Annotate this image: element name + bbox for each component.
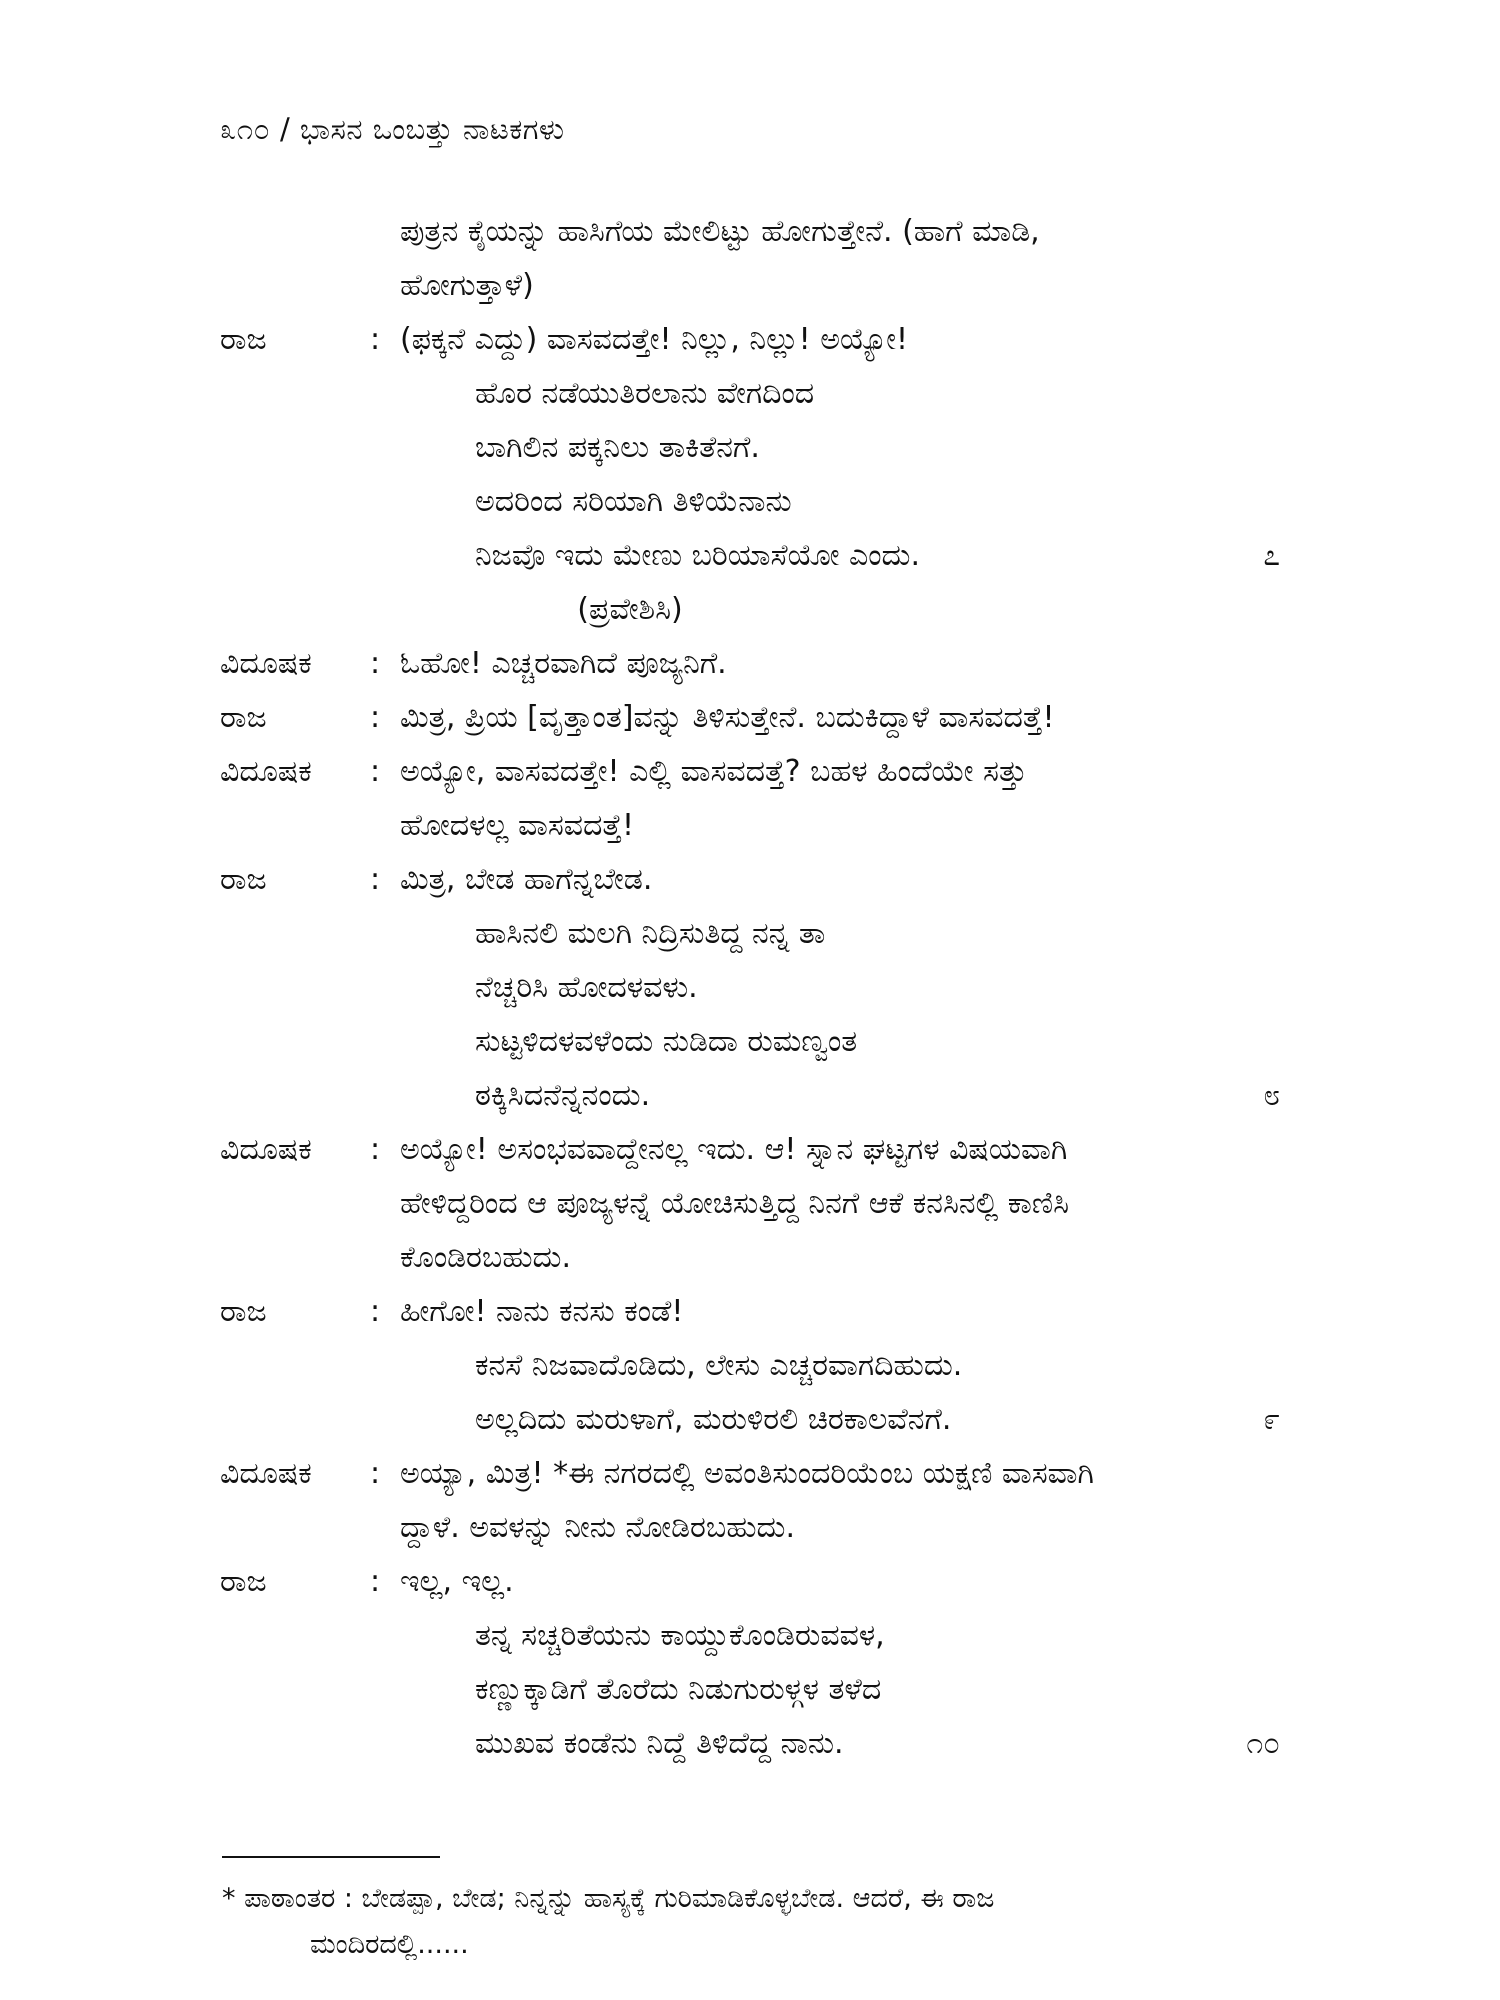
dialogue-row xyxy=(220,745,1280,799)
verse-line: ಬಾಗಿಲಿನ ಪಕ್ಕನಿಲು ತಾಕಿತೆನಗೆ. xyxy=(475,430,760,465)
verse-line: ಹೊರ ನಡೆಯುತಿರಲಾನು ವೇಗದಿಂದ xyxy=(475,376,815,411)
footnote xyxy=(222,1876,1282,1968)
speaker-colon: : xyxy=(370,1132,381,1167)
speaker-name: ವಿದೂಷಕ xyxy=(220,1456,312,1491)
verse-number: ೯ xyxy=(1263,1402,1280,1437)
dialogue-text: ಮಿತ್ರ, ಬೇಡ ಹಾಗೆನ್ನಬೇಡ. xyxy=(400,862,653,897)
verse-line: ಮುಖವ ಕಂಡೆನು ನಿದ್ದೆ ತಿಳಿದೆದ್ದ ನಾನು. ೧೦ xyxy=(220,1717,1280,1771)
continuation-line: ಪುತ್ರನ ಕೈಯನ್ನು ಹಾಸಿಗೆಯ ಮೇಲಿಟ್ಟು ಹೋಗುತ್ತೇನೆ. (ಹಾಗೆ ಮಾಡಿ, xyxy=(400,214,1040,249)
dialogue-row xyxy=(220,1123,1280,1177)
speaker-name: ರಾಜ xyxy=(220,322,267,357)
speaker-name: ವಿದೂಷಕ xyxy=(220,754,312,789)
verse-line: ನೆಚ್ಚರಿಸಿ ಹೋದಳವಳು. xyxy=(475,970,698,1005)
speaker-name: ವಿದೂಷಕ xyxy=(220,646,312,681)
speaker-colon: : xyxy=(370,700,381,735)
verse-line: ಅದರಿಂದ ಸರಿಯಾಗಿ ತಿಳಿಯೆನಾನು xyxy=(475,484,792,519)
verse-line: ಕಣ್ಣುಕ್ಕಾಡಿಗೆ ತೊರೆದು ನಿಡುಗುರುಳ್ಗಳ ತಳೆದ xyxy=(475,1672,882,1707)
speaker-colon: : xyxy=(370,1294,381,1329)
speaker-name: ರಾಜ xyxy=(220,700,267,735)
dialogue-text: ಹೀಗೋ! ನಾನು ಕನಸು ಕಂಡೆ! xyxy=(400,1294,684,1329)
dialogue-row xyxy=(220,1285,1280,1339)
dialogue-row xyxy=(220,1447,1280,1501)
dialogue-text: ಅಯ್ಯಾ, ಮಿತ್ರ! *ಈ ನಗರದಲ್ಲಿ ಅವಂತಿಸುಂದರಿಯೆಂಬ ಯಕ್ಷಣಿ ವಾಸವಾಗಿ xyxy=(400,1456,1094,1491)
verse-line: ತನ್ನ ಸಚ್ಚರಿತೆಯನು ಕಾಯ್ದುಕೊಂಡಿರುವವಳ, xyxy=(475,1618,885,1653)
continuation-line: ಕೊಂಡಿರಬಹುದು. xyxy=(400,1240,571,1275)
verse-line: ಸುಟ್ಟಳಿದಳವಳೆಂದು ನುಡಿದಾ ರುಮಣ್ವಂತ xyxy=(475,1024,858,1059)
speaker-name: ವಿದೂಷಕ xyxy=(220,1132,312,1167)
dialogue-row xyxy=(220,313,1280,367)
dialogue-row xyxy=(220,853,1280,907)
speaker-colon: : xyxy=(370,1564,381,1599)
verse-number: ೧೦ xyxy=(1246,1726,1280,1761)
dialogue-row xyxy=(220,637,1280,691)
verse-number: ೭ xyxy=(1263,538,1280,573)
speaker-colon: : xyxy=(370,322,381,357)
dialogue-text: ಮಿತ್ರ, ಪ್ರಿಯ [ವೃತ್ತಾಂತ]ವನ್ನು ತಿಳಿಸುತ್ತೇನೆ. ಬದುಕಿದ್ದಾಳೆ ವಾಸವದತ್ತೆ! xyxy=(400,700,1055,735)
speaker-colon: : xyxy=(370,862,381,897)
footnote-line: * ಪಾಠಾಂತರ : ಬೇಡಪ್ಪಾ, ಬೇಡ; ನಿನ್ನನ್ನು ಹಾಸ್ಯಕ್ಕೆ ಗುರಿಮಾಡಿಕೊಳ್ಳಬೇಡ. ಆದರೆ, ಈ ರಾಜ xyxy=(222,1883,995,1914)
speaker-colon: : xyxy=(370,1456,381,1491)
dialogue-text: ಇಲ್ಲ, ಇಲ್ಲ. xyxy=(400,1564,514,1599)
continuation-line: ಹೋಗುತ್ತಾಳೆ) xyxy=(400,268,534,303)
verse-line: ಅಲ್ಲದಿದು ಮರುಳಾಗೆ, ಮರುಳಿರಲಿ ಚಿರಕಾಲವೆನಗೆ. ೯ xyxy=(220,1393,1280,1447)
dialogue-text: (ಫಕ್ಕನೆ ಎದ್ದು) ವಾಸವದತ್ತೇ! ನಿಲ್ಲು, ನಿಲ್ಲು! ಅಯ್ಯೋ! xyxy=(400,322,909,357)
verse-line: ಹಾಸಿನಲಿ ಮಲಗಿ ನಿದ್ರಿಸುತಿದ್ದ ನನ್ನ ತಾ xyxy=(475,916,826,951)
dialogue-row xyxy=(220,1555,1280,1609)
verse-line: ನಿಜವೊ ಇದು ಮೇಣು ಬರಿಯಾಸೆಯೋ ಎಂದು. ೭ xyxy=(220,529,1280,583)
stage-direction: (ಪ್ರವೇಶಿಸಿ) xyxy=(577,592,683,627)
footnote-rule xyxy=(222,1856,440,1858)
verse-number: ೮ xyxy=(1263,1078,1280,1113)
running-header: ೩೧೦ / ಭಾಸನ ಒಂಬತ್ತು ನಾಟಕಗಳು xyxy=(220,112,565,146)
dialogue-text: ಅಯ್ಯೋ! ಅಸಂಭವವಾದ್ದೇನಲ್ಲ ಇದು. ಆ! ಸ್ನಾನ ಘಟ್ಟಗಳ ವಿಷಯವಾಗಿ xyxy=(400,1132,1068,1167)
speaker-colon: : xyxy=(370,646,381,681)
speaker-colon: : xyxy=(370,754,381,789)
verse-line: ಠಕ್ಕಿಸಿದನೆನ್ನನಂದು. ೮ xyxy=(220,1069,1280,1123)
continuation-line: ಹೇಳಿದ್ದರಿಂದ ಆ ಪೂಜ್ಯಳನ್ನೆ ಯೋಚಿಸುತ್ತಿದ್ದ ನಿನಗೆ ಆಕೆ ಕನಸಿನಲ್ಲಿ ಕಾಣಿಸಿ xyxy=(400,1186,1070,1221)
speaker-name: ರಾಜ xyxy=(220,1294,267,1329)
continuation-line: ಹೋದಳಲ್ಲ ವಾಸವದತ್ತೆ! xyxy=(400,808,635,843)
dialogue-row xyxy=(220,691,1280,745)
footnote-line: ಮಂದಿರದಲ್ಲಿ...... xyxy=(310,1929,469,1960)
dialogue-text: ಅಯ್ಯೋ, ವಾಸವದತ್ತೇ! ಎಲ್ಲಿ ವಾಸವದತ್ತೆ? ಬಹಳ ಹಿಂದೆಯೇ ಸತ್ತು xyxy=(400,754,1027,789)
play-text xyxy=(220,205,1280,1771)
dialogue-text: ಓಹೋ! ಎಚ್ಚರವಾಗಿದೆ ಪೂಜ್ಯನಿಗೆ. xyxy=(400,646,727,681)
speaker-name: ರಾಜ xyxy=(220,862,267,897)
verse-line: ಕನಸೆ ನಿಜವಾದೊಡಿದು, ಲೇಸು ಎಚ್ಚರವಾಗದಿಹುದು. xyxy=(475,1348,963,1383)
continuation-line: ದ್ದಾಳೆ. ಅವಳನ್ನು ನೀನು ನೋಡಿರಬಹುದು. xyxy=(400,1510,795,1545)
speaker-name: ರಾಜ xyxy=(220,1564,267,1599)
